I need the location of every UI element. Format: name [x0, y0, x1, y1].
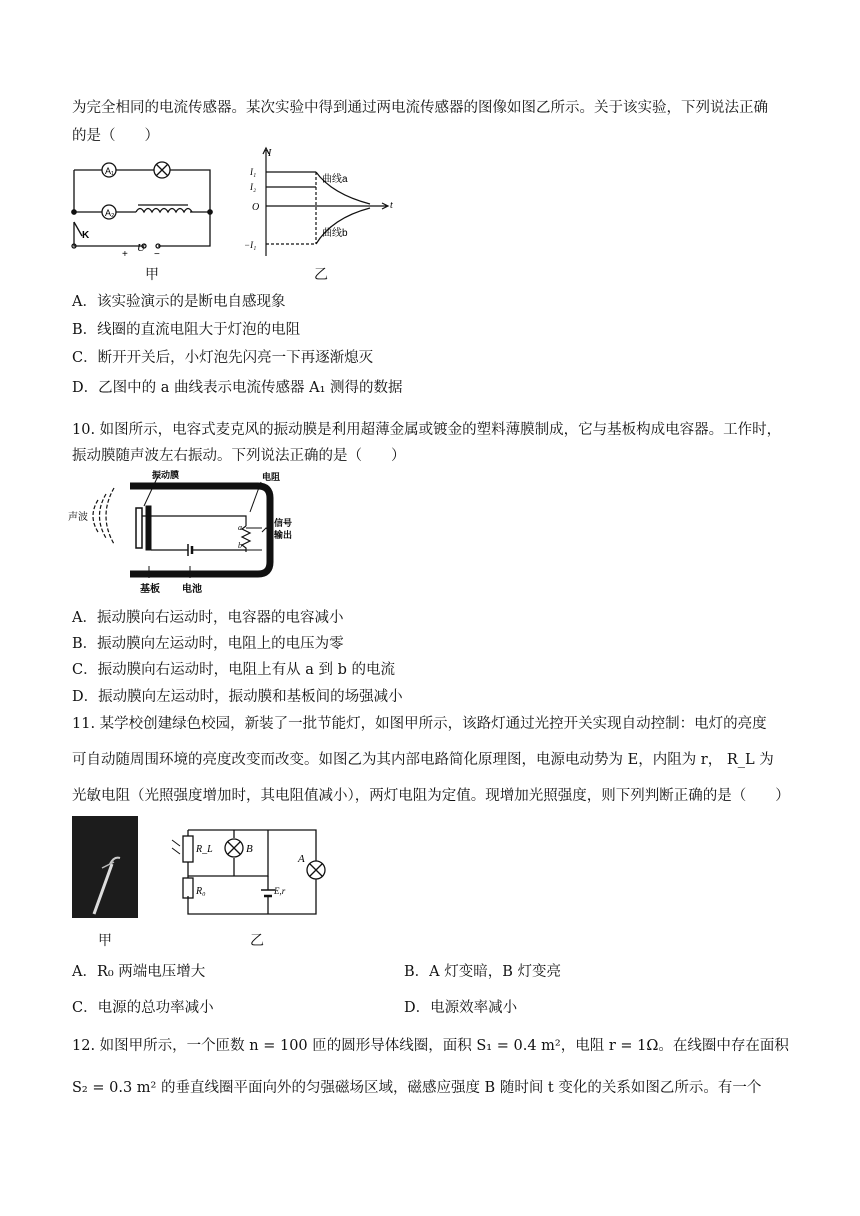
q9-i2-label: I₂ — [250, 182, 257, 192]
q11-option-d: D．电源效率减小 — [404, 1000, 518, 1016]
q11-a-lamp-label: A — [298, 853, 305, 865]
q9-option-a: A．该实验演示的是断电自感现象 — [72, 294, 286, 310]
q10-a-label: a — [238, 523, 242, 532]
q9-curve-b-label: 曲线b — [322, 228, 348, 239]
q9-caption-jia: 甲 — [145, 267, 159, 283]
q9-option-d: D．乙图中的 a 曲线表示电流传感器 A₁ 测得的数据 — [72, 380, 403, 396]
q11-figure-circuit — [168, 820, 328, 924]
q9-neg-i1-label: −I₁ — [244, 240, 257, 250]
q9-a2-label: A₂ — [105, 208, 115, 218]
q10-signal-label-1: 信号 — [274, 518, 293, 528]
q11-option-c: C．电源的总功率减小 — [72, 1000, 214, 1016]
q10-battery-label: 电池 — [182, 584, 202, 595]
q9-t-axis-label: t — [390, 200, 393, 211]
q9-option-b: B．线圈的直流电阻大于灯泡的电阻 — [72, 322, 301, 338]
q10-signal-label-2: 输出 — [274, 530, 293, 540]
q11-stem-line2: 可自动随周围环境的亮度改变而改变。如图乙为其内部电路简化原理图，电源电动势为 E，内阻为 r， R_L 为 — [72, 752, 774, 768]
q9-stem-line1: 为完全相同的电流传感器。某次实验中得到通过两电流传感器的图像如图乙所示。关于该实验，下列说法正确 — [72, 100, 768, 116]
q9-figure-yi-graph — [240, 144, 400, 260]
q9-curve-a-label: 曲线a — [322, 174, 348, 185]
q9-a1-label: A₁ — [105, 166, 115, 176]
q11-er-label: E,r — [274, 886, 286, 896]
q9-stem-line2: 的是（ ） — [72, 128, 159, 144]
q9-i-axis-label: I — [268, 148, 272, 159]
q11-photo-streetlamp — [72, 816, 138, 918]
q12-stem-line1: 12. 如图甲所示，一个匝数 n = 100 匝的圆形导体线圈，面积 S₁ = 0.4 m²，电阻 r = 1Ω。在线圈中存在面积 — [72, 1038, 789, 1054]
q9-i1-label: I₁ — [250, 167, 257, 177]
q11-b-lamp-label: B — [246, 843, 253, 855]
q11-option-a: A．R₀ 两端电压增大 — [72, 964, 206, 980]
q11-stem-line3: 光敏电阻（光照强度增加时，其电阻值减小），两灯电阻为定值。现增加光照强度，则下列判断正确的是（ ） — [72, 788, 790, 804]
q10-membrane-label: 振动膜 — [152, 470, 180, 480]
q10-option-a: A．振动膜向右运动时，电容器的电容减小 — [72, 610, 344, 626]
q10-base-label: 基板 — [140, 584, 160, 595]
q10-sound-label: 声波 — [68, 512, 88, 523]
q10-resistor-label: 电阻 — [262, 472, 281, 482]
q11-caption-yi: 乙 — [250, 933, 264, 949]
q12-stem-line2: S₂ = 0.3 m² 的垂直线圈平面向外的匀强磁场区域，磁感应强度 B 随时间 t 变化的关系如图乙所示。有一个 — [72, 1080, 762, 1096]
q11-option-b: B．A 灯变暗，B 灯变亮 — [404, 964, 561, 980]
q9-k-label: K — [82, 230, 90, 241]
q10-stem-line2: 振动膜随声波左右振动。下列说法正确的是（ ） — [72, 448, 406, 464]
q11-caption-jia: 甲 — [98, 933, 112, 949]
q9-caption-yi: 乙 — [314, 267, 328, 283]
q10-option-b: B．振动膜向左运动时，电阻上的电压为零 — [72, 636, 344, 652]
q9-minus-label: − — [154, 249, 160, 260]
q9-option-c: C．断开开关后，小灯泡先闪亮一下再逐渐熄灭 — [72, 350, 374, 366]
q10-option-d: D．振动膜向左运动时，振动膜和基板间的场强减小 — [72, 689, 403, 705]
q9-figure-jia-circuit — [62, 150, 222, 260]
q10-stem-line1: 10. 如图所示，电容式麦克风的振动膜是利用超薄金属或镀金的塑料薄膜制成，它与基板构成电容器。工作时， — [72, 422, 782, 438]
q10-b-label: b — [238, 541, 242, 550]
q9-plus-label: + — [122, 249, 128, 260]
q10-figure-microphone — [66, 466, 306, 600]
q10-option-c: C．振动膜向右运动时，电阻上有从 a 到 b 的电流 — [72, 662, 395, 678]
q11-stem-line1: 11. 某学校创建绿色校园，新装了一批节能灯，如图甲所示，该路灯通过光控开关实现自动控制：电灯的亮度 — [72, 716, 767, 732]
q11-rl-label: R_L — [196, 844, 213, 855]
q9-origin-label: O — [252, 202, 260, 213]
q9-u-label: U — [137, 242, 145, 254]
q11-r0-label: R₀ — [196, 886, 206, 897]
